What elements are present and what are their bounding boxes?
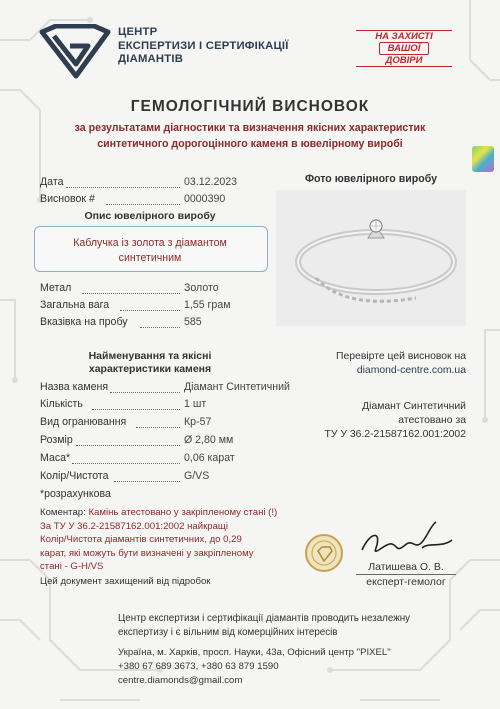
dots <box>106 204 180 205</box>
stone-heading <box>34 350 266 376</box>
phone-line: +380 67 689 3673, +380 63 879 1590 <box>118 661 279 672</box>
description-line1: Каблучка із золота з діамантом <box>73 237 227 249</box>
verify-link[interactable]: diamond-centre.com.ua <box>356 365 466 376</box>
proba-label: Вказівка на пробу <box>40 316 128 328</box>
weight-row <box>0 299 270 313</box>
verify-line1: Перевірте цей висновок на <box>336 351 466 362</box>
gold-seal-icon <box>304 533 344 573</box>
stone-label: Назва каменя <box>40 381 109 393</box>
comment-line5: стані - G-H/VS <box>40 561 104 572</box>
weight-label: Загальна вага <box>40 299 110 311</box>
protect-note: Цей документ захищений від підробок <box>40 576 211 587</box>
comment-block <box>40 506 302 574</box>
attest-line2: атестовано за <box>398 415 466 426</box>
stone-value: G/VS <box>184 470 210 482</box>
footer-line2: експертизу і є вільним від комерційних інтересів <box>118 627 338 638</box>
address-line: Україна, м. Харків, просп. Науки, 43а, Офісний центр "PIXEL" <box>118 647 391 658</box>
dots <box>76 445 180 446</box>
stone-row <box>0 381 340 395</box>
attest-block <box>276 400 466 442</box>
dots <box>110 392 180 393</box>
stone-value: Ø 2,80 мм <box>184 434 234 446</box>
dots <box>92 409 180 410</box>
number-value: 0000390 <box>184 193 226 205</box>
stone-label: Кількість <box>40 398 83 410</box>
expert-block <box>356 560 456 589</box>
stamp-line1: НА ЗАХИСТІ <box>356 30 452 42</box>
date-value: 03.12.2023 <box>184 176 238 188</box>
subtitle-line2: синтетичного дорогоцінного каменя в ювелірному виробі <box>97 137 403 150</box>
metal-label: Метал <box>40 282 72 294</box>
estimate-note: *розрахункова <box>40 488 111 500</box>
description-line2: синтетичним <box>118 252 182 264</box>
stamp-line2: ВАШОЇ <box>379 42 430 55</box>
dots <box>114 481 180 482</box>
org-name <box>118 26 289 67</box>
hologram-sticker <box>472 146 494 172</box>
ring-photo <box>276 190 466 326</box>
date-label: Дата <box>40 176 64 188</box>
stone-value: 1 шт <box>184 398 207 410</box>
weight-value: 1,55 грам <box>184 299 231 311</box>
email-link[interactable]: centre.diamonds@gmail.com <box>118 675 243 686</box>
stone-value: Кр-57 <box>184 416 212 428</box>
metal-value: Золото <box>184 282 219 294</box>
metal-row <box>0 282 270 296</box>
dots <box>120 310 180 311</box>
contacts-block <box>118 646 391 688</box>
stone-heading-line2: характеристики каменя <box>88 363 212 375</box>
diamond-logo-icon <box>36 24 116 80</box>
proba-value: 585 <box>184 316 202 328</box>
comment-label: Коментар: <box>40 507 86 518</box>
subtitle-line1: за результатами діагностики та визначення якісних характеристик <box>74 122 426 134</box>
org-name-line3: ДІАМАНТІВ <box>118 53 184 65</box>
stone-row <box>0 452 340 466</box>
signature-icon <box>356 518 456 562</box>
document-title: ГЕМОЛОГІЧНИЙ ВИСНОВОК <box>130 98 370 115</box>
number-label: Висновок # <box>40 193 95 205</box>
comment-line2: За ТУ У 36.2-21587162.001:2002 найкращі <box>40 520 228 532</box>
desc-heading: Опис ювелірного виробу <box>84 210 216 222</box>
footer-line1: Центр експертизи і сертифікації діамантів проводить незалежну <box>118 613 411 624</box>
trust-stamp <box>356 30 452 66</box>
independence-note <box>118 612 418 640</box>
photo-label: Фото ювелірного виробу <box>305 173 437 185</box>
verify-block <box>276 350 466 378</box>
dots <box>82 293 180 294</box>
stone-value: Діамант Синтетичний <box>184 381 290 393</box>
stone-label: Колір/Чистота <box>40 470 109 482</box>
document-subtitle <box>20 121 480 152</box>
org-name-line2: ЕКСПЕРТИЗИ І СЕРТИФІКАЦІЇ <box>118 39 289 52</box>
attest-line1: Діамант Синтетичний <box>362 401 466 412</box>
dots <box>140 327 180 328</box>
stone-label: Розмір <box>40 434 73 446</box>
comment-line3: Колір/Чистота діамантів синтетичних, до 0,29 <box>40 534 242 545</box>
stone-label: Маса* <box>40 452 71 464</box>
proba-row <box>0 316 270 330</box>
dots <box>136 427 180 428</box>
dots <box>66 187 180 188</box>
expert-name: Латишева О. В. <box>368 561 444 573</box>
stone-value: 0,06 карат <box>184 452 235 464</box>
comment-line1: Камінь атестовано у закріпленому стані (!) <box>88 507 278 518</box>
expert-role: експерт-гемолог <box>356 574 456 589</box>
stamp-line3: ДОВІРИ <box>356 55 452 67</box>
comment-line4: карат, які можуть бути визначені у закріпленому <box>40 547 254 559</box>
date-row <box>0 176 270 190</box>
description-text <box>34 236 266 266</box>
number-row <box>0 193 270 207</box>
stone-heading-line1: Найменування та якісні <box>88 350 212 362</box>
stone-row <box>0 470 340 484</box>
attest-line3: ТУ У 36.2-21587162.001:2002 <box>324 429 466 440</box>
stone-label: Вид огранювання <box>40 416 127 428</box>
org-name-line1: ЦЕНТР <box>118 26 158 38</box>
dots <box>72 463 180 464</box>
